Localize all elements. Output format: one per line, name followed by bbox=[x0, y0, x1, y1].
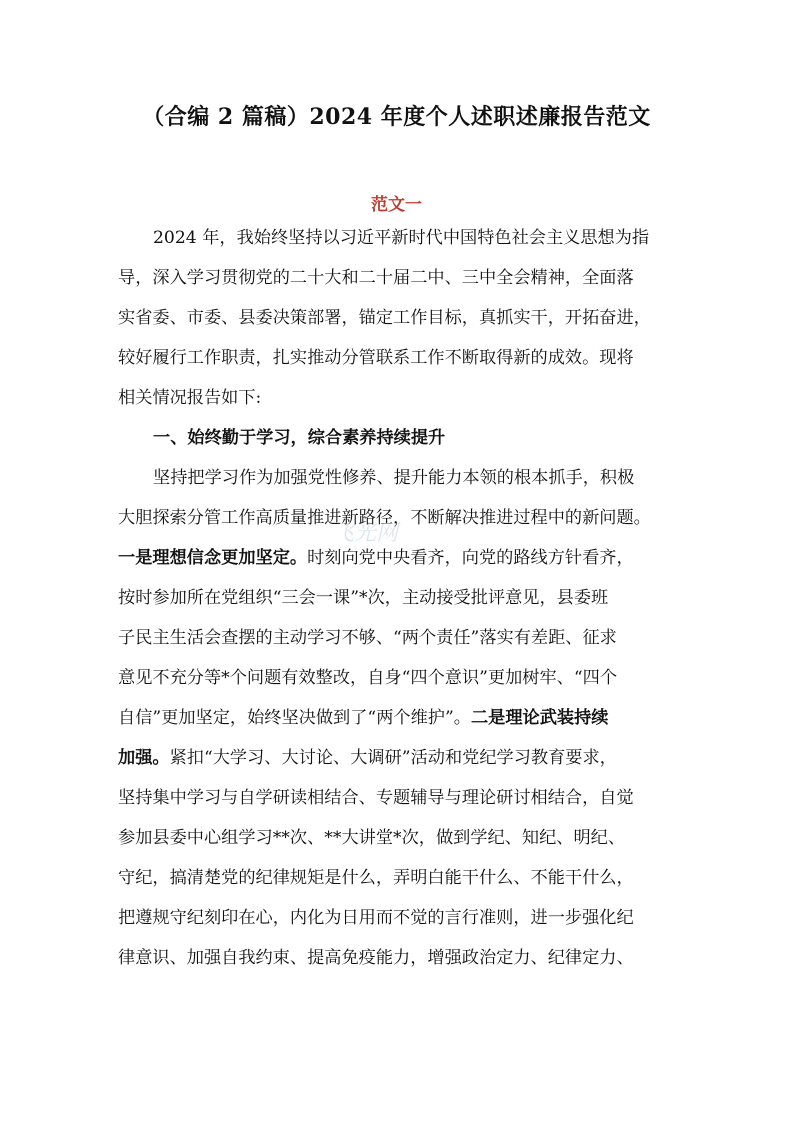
paragraph-line bbox=[118, 658, 680, 698]
text-run: 坚持集中学习与自学研读相结合、专题辅导与理论研讨相结合，自觉 bbox=[118, 788, 634, 808]
paragraph-line bbox=[118, 618, 680, 658]
text-run: 导，深入学习贯彻党的二十大和二十届二中、三中全会精神，全面落 bbox=[118, 268, 634, 288]
paragraph-line bbox=[118, 258, 680, 298]
text-run: 参加县委中心组学习**次、**大讲堂*次，做到学纪、知纪、明纪、 bbox=[118, 828, 626, 848]
paragraph-line bbox=[118, 458, 680, 498]
text-run: 意见不充分等*个问题有效整改，自身“四个意识”更加树牢、“四个 bbox=[118, 668, 618, 688]
paragraph-line bbox=[118, 698, 680, 738]
text-run: 律意识、加强自我约束、提高免疫能力，增强政治定力、纪律定力、 bbox=[118, 948, 634, 968]
paragraph-line bbox=[118, 738, 680, 778]
text-run: 相关情况报告如下: bbox=[118, 388, 262, 408]
paragraph-line bbox=[118, 218, 680, 258]
paragraph-line bbox=[118, 378, 680, 418]
watermark-text: 飞光网 bbox=[332, 521, 399, 546]
paragraph-line bbox=[118, 778, 680, 818]
text-run: 坚持把学习作为加强党性修养、提升能力本领的根本抓手，积极 bbox=[153, 468, 635, 488]
paragraph-line bbox=[118, 938, 680, 978]
text-run: 时刻向党中央看齐，向党的路线方针看齐， bbox=[307, 548, 634, 568]
document-title: （合编 2 篇稿）2024 年度个人述职述廉报告范文 bbox=[142, 104, 651, 130]
bold-text-run: 加强。 bbox=[118, 748, 170, 768]
text-run: 把遵规守纪刻印在心，内化为日用而不觉的言行准则，进一步强化纪 bbox=[118, 908, 634, 928]
text-run: 大胆探索分管工作高质量推进新路径，不断解决推进过程中的新问题。 bbox=[118, 508, 651, 528]
paragraph-line bbox=[118, 338, 680, 378]
paragraph-line bbox=[118, 578, 680, 618]
text-run: 实省委、市委、县委决策部署，锚定工作目标，真抓实干，开拓奋进， bbox=[118, 308, 651, 328]
text-run: 2024 年，我始终坚持以习近平新时代中国特色社会主义思想为指 bbox=[153, 228, 650, 248]
paragraph-line bbox=[118, 418, 680, 458]
bold-text-run: 二是理论武装持续 bbox=[470, 708, 609, 728]
paragraph-line bbox=[118, 298, 680, 338]
paragraph-line bbox=[118, 858, 680, 898]
bold-text-run: 一、始终勤于学习，综合素养持续提升 bbox=[153, 428, 446, 448]
paragraph-line bbox=[118, 818, 680, 858]
watermark-logo bbox=[322, 512, 472, 552]
text-run: 较好履行工作职责，扎实推动分管联系工作不断取得新的成效。现将 bbox=[118, 348, 634, 368]
text-run: 子民主生活会查摆的主动学习不够、“两个责任”落实有差距、征求 bbox=[118, 628, 617, 648]
document-body bbox=[118, 218, 680, 978]
document-subtitle: 范文一 bbox=[371, 195, 422, 215]
text-run: 守纪，搞清楚党的纪律规矩是什么，弄明白能干什么、不能干什么， bbox=[118, 868, 634, 888]
bold-text-run: 一是理想信念更加坚定。 bbox=[118, 548, 308, 568]
paragraph-line bbox=[118, 898, 680, 938]
text-run: 自信”更加坚定，始终坚决做到了“两个维护”。 bbox=[118, 708, 471, 728]
text-run: 按时参加所在党组织“三会一课”*次，主动接受批评意见，县委班 bbox=[118, 588, 609, 608]
text-run: 紧扣“大学习、大讨论、大调研”活动和党纪学习教育要求， bbox=[169, 748, 617, 768]
